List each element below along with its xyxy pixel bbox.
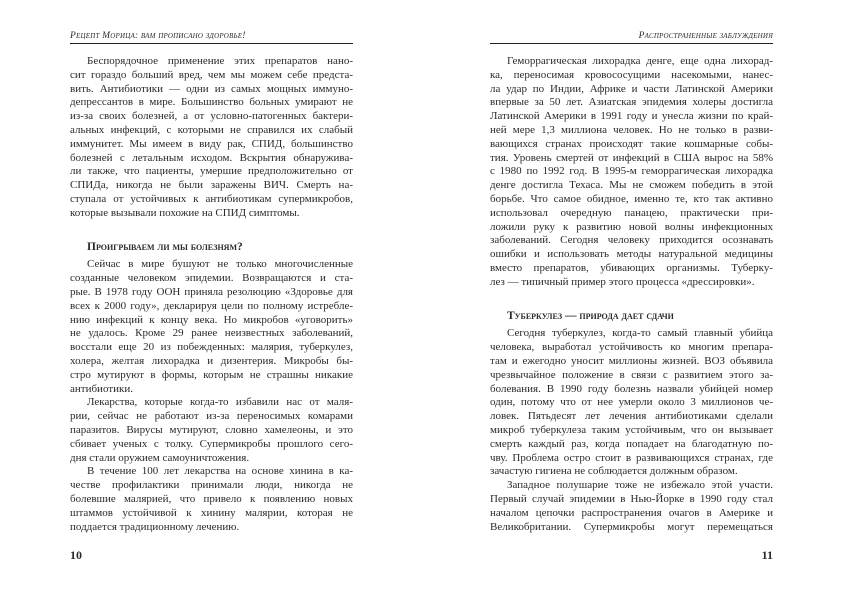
text-line: Беспорядочное применение этих препаратов нано- <box>87 55 353 67</box>
text-line: тия. Уровень смертей от инфекций в США вырос на 58% <box>490 151 773 164</box>
text-line: которые вызывали похожие на СПИД симптомы. <box>70 206 300 219</box>
text-line: из-за своих болезней, а от условно-патогенных бактери- <box>70 110 353 123</box>
section-heading: Туберкулез — природа дает сдачи <box>507 309 674 322</box>
left-page <box>70 0 353 595</box>
text-line: Сегодня туберкулез, когда-то самый главный убийца <box>507 327 773 340</box>
text-line: стро мутируют в формы, которым не страшны никакие <box>70 368 353 381</box>
text-line: депрессантов в мире. Большинство больных умирают не <box>70 96 353 109</box>
text-line: вающихся странах происходят такие кошмарные собы- <box>490 137 773 150</box>
text-line: рии, сейчас не работают из-за переносимых комарами <box>70 410 353 423</box>
text-line: лез — типичный пример этого процесса «дрессировки». <box>490 275 755 288</box>
text-line: дня стали оружием самоуничтожения. <box>70 451 250 464</box>
text-line: сбивает ученых с толку. Супермикробы прошлого сего- <box>70 437 353 450</box>
text-line: ошибки и использовать методы натуральной медицины <box>490 248 773 261</box>
text-line: не удалось. Кроме 29 ранее неизвестных заболеваний, <box>70 327 353 340</box>
text-line: один, потому что от нее умерли около 3 миллионов че- <box>490 396 773 409</box>
text-line: альных инфекций, с которыми не справился их слабый <box>70 123 353 136</box>
running-head: Распространенные заблуждения <box>490 31 773 44</box>
text-line: заболеваний. Сегодня человеку приходится осознавать <box>490 234 773 247</box>
text-line: холера, желтая лихорадка и дизентерия. Микробы бы- <box>70 354 353 367</box>
text-line: ла удар по Индии, Африке и части Латинской Америки <box>490 82 773 95</box>
page-number: 10 <box>70 548 82 562</box>
text-line: Западное полушарие тоже не избежало этой участи. <box>507 479 773 492</box>
text-line: восстали еще 20 из побежденных: малярия, туберкулез, <box>70 341 353 354</box>
text-line: ловек. Пятьдесят лет лечения антибиотиками сделали <box>490 410 773 423</box>
paragraph <box>70 396 353 465</box>
text-line: зачастую гигиена не соблюдается должным образом. <box>490 465 738 478</box>
text-line: Латинской Америки в 1991 году и унесла жизни по край- <box>490 110 773 123</box>
page-number: 11 <box>761 548 773 562</box>
text-line: чву. Проблема остро стоит в развивающихся странах, где <box>490 451 773 464</box>
text-line: ступала от устойчивых к антибиотикам супермикробов, <box>70 192 353 205</box>
text-line: паразитов. Вирусы мутируют, словно хамелеоны, и это <box>70 423 353 436</box>
text-line: там и ежегодно уносит миллионы жизней. ВОЗ объявила <box>490 354 773 367</box>
text-line: смерть каждый раз, когда попадает на благодатную по- <box>490 437 773 450</box>
text-line: иммунитет. Мы имеем в виду рак, СПИД, большинство <box>70 137 353 150</box>
section-heading: Проигрываем ли мы болезням? <box>87 240 243 253</box>
text-line: ложили руку к развитию новой волны инфекционных <box>490 220 773 233</box>
text-line: Геморрагическая лихорадка денге, еще одна лихорад- <box>507 55 773 67</box>
page-body <box>70 55 353 534</box>
text-line: Великобритании. Супермикробы могут перемещаться <box>490 520 773 533</box>
text-line: денге достигла Техаса. Мы не сможем победить в этой <box>490 179 773 192</box>
text-line: поддается традиционному лечению. <box>70 520 240 533</box>
right-page <box>490 0 773 595</box>
text-line: всех к 2000 году», декларируя цели по полному истребле- <box>70 299 353 312</box>
text-line: болевания. В 1990 году болезнь назвали убийцей номер <box>490 382 773 395</box>
text-line: антибиотики. <box>70 382 133 395</box>
text-line: честве профилактики принимали люди, никогда не <box>70 479 353 492</box>
text-line: ней мере 1,3 миллиона человек. Но не только в разви- <box>490 123 773 136</box>
text-line: болезней с летальным исходом. Вскрытия обнаружива- <box>70 151 353 164</box>
paragraph <box>490 327 773 479</box>
text-line: болевшие малярией, что привело к появлению новых <box>70 492 353 505</box>
text-line: использовал очередную панацею, практически при- <box>490 206 773 219</box>
text-line: созданные человеком эпидемии. Возвращаются и ста- <box>70 272 353 285</box>
text-line: В течение 100 лет лекарства на основе хинина в ка- <box>87 465 353 478</box>
text-line: Лекарства, которые когда-то избавили нас от маля- <box>87 396 353 409</box>
paragraph <box>70 258 353 396</box>
paragraph <box>490 55 773 290</box>
running-head: Рецепт Морица: вам прописано здоровье! <box>70 31 353 44</box>
text-line: впервые за 50 лет. Азиатская эпидемия холеры достигла <box>490 96 773 109</box>
text-line: с 1980 по 1992 год. В 1995-м геморрагическая лихорадка <box>490 165 773 178</box>
text-line: Сейчас в мире бушуют не только многочисленные <box>87 258 353 271</box>
text-line: рые. В 1978 году ООН приняла резолюцию «Здоровье для <box>70 285 353 298</box>
text-line: ка, переносимая кровососущими насекомыми, нанес- <box>490 68 773 81</box>
text-line: вить. Антибиотики — одни из самых мощных иммуно- <box>70 82 353 95</box>
text-line: нию инфекций к концу века. Но микробов «уговорить» <box>70 313 353 326</box>
text-line: началом цепочки распространения очагов в Америке и <box>490 506 773 519</box>
text-line: борьбе. Что самое обидное, именно те, кто так активно <box>490 192 773 205</box>
paragraph <box>490 479 773 534</box>
text-line: Первый случай эпидемии в Нью-Йорке в 1990 году стал <box>490 492 773 505</box>
paragraph <box>70 55 353 221</box>
text-line: человека, выработал устойчивость ко многим препара- <box>490 341 773 354</box>
text-line: микроб туберкулеза таким устойчивым, что он вызывает <box>490 423 773 436</box>
text-line: чрезвычайное положение в связи с развитием этого за- <box>490 368 773 381</box>
text-line: СПИДа, никогда не были заражены ВИЧ. Смерть на- <box>70 179 353 192</box>
page-body <box>490 55 773 534</box>
text-line: ли также, что пациенты, умершие предположительно от <box>70 165 353 178</box>
text-line: сит гораздо больший вред, чем мы можем себе предста- <box>70 68 353 81</box>
paragraph <box>70 465 353 534</box>
text-line: штаммов устойчивой к хинину малярии, которая не <box>70 506 353 519</box>
text-line: вместо препаратов, убивающих организмы. Туберку- <box>490 261 773 274</box>
